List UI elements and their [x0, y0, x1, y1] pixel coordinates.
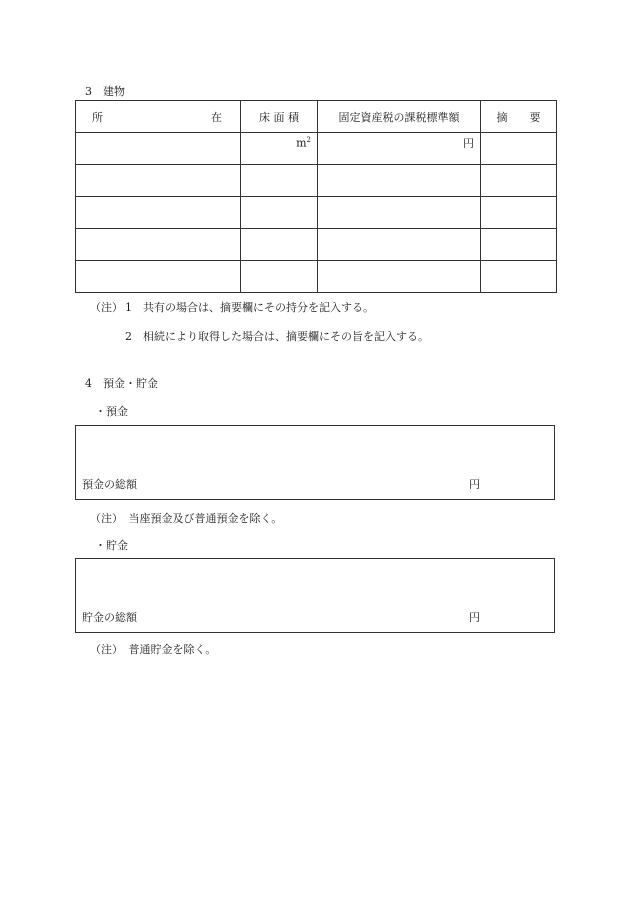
table-row: [76, 229, 557, 261]
section4-title: 4 預金・貯金: [85, 377, 158, 390]
header-tax-value: 固定資産税の課税標準額: [318, 101, 481, 133]
cell-location[interactable]: [76, 261, 241, 293]
savings-box[interactable]: [75, 558, 555, 633]
cell-floor-area[interactable]: [241, 197, 318, 229]
table-row: [76, 165, 557, 197]
cell-remarks[interactable]: [481, 165, 557, 197]
cell-tax-value[interactable]: [318, 197, 481, 229]
table-header-row: [76, 101, 557, 133]
header-location: [76, 101, 241, 133]
savings-note: （注） 普通貯金を除く。: [90, 643, 217, 656]
header-location-left: 所: [92, 110, 103, 124]
note-2: 2 相続により取得した場合は、摘要欄にその旨を記入する。: [125, 330, 429, 343]
section3-title: 3 建物: [85, 85, 125, 98]
header-floor-area: 床 面 積: [241, 101, 318, 133]
cell-tax-value[interactable]: [318, 133, 481, 165]
cell-location[interactable]: [76, 197, 241, 229]
note-1: 1 共有の場合は、摘要欄にその持分を記入する。: [125, 301, 374, 314]
table-row: [76, 261, 557, 293]
savings-total-label: 貯金の総額: [82, 611, 137, 624]
cell-tax-value[interactable]: [318, 165, 481, 197]
deposit-box[interactable]: [75, 425, 555, 500]
cell-location[interactable]: [76, 165, 241, 197]
deposit-yen-unit: 円: [469, 478, 480, 491]
cell-location[interactable]: [76, 229, 241, 261]
building-table: [75, 100, 557, 293]
cell-remarks[interactable]: [481, 197, 557, 229]
savings-heading: ・貯金: [95, 539, 128, 552]
deposit-total-label: 預金の総額: [82, 478, 137, 491]
cell-tax-value[interactable]: [318, 229, 481, 261]
cell-location[interactable]: [76, 133, 241, 165]
cell-tax-value[interactable]: [318, 261, 481, 293]
note-label: （注）: [90, 301, 123, 314]
deposit-heading: ・預金: [95, 405, 128, 418]
cell-floor-area[interactable]: [241, 165, 318, 197]
yen-unit: 円: [463, 136, 474, 150]
cell-floor-area[interactable]: [241, 133, 318, 165]
cell-remarks[interactable]: [481, 261, 557, 293]
area-unit: $m^2$: [296, 135, 311, 150]
header-location-right: 在: [211, 110, 222, 124]
cell-remarks[interactable]: [481, 133, 557, 165]
table-row: [76, 197, 557, 229]
cell-floor-area[interactable]: [241, 261, 318, 293]
deposit-note: （注） 当座預金及び普通預金を除く。: [90, 512, 283, 525]
table-row: [76, 133, 557, 165]
cell-floor-area[interactable]: [241, 229, 318, 261]
header-remarks: 摘 要: [481, 101, 557, 133]
savings-yen-unit: 円: [469, 611, 480, 624]
cell-remarks[interactable]: [481, 229, 557, 261]
